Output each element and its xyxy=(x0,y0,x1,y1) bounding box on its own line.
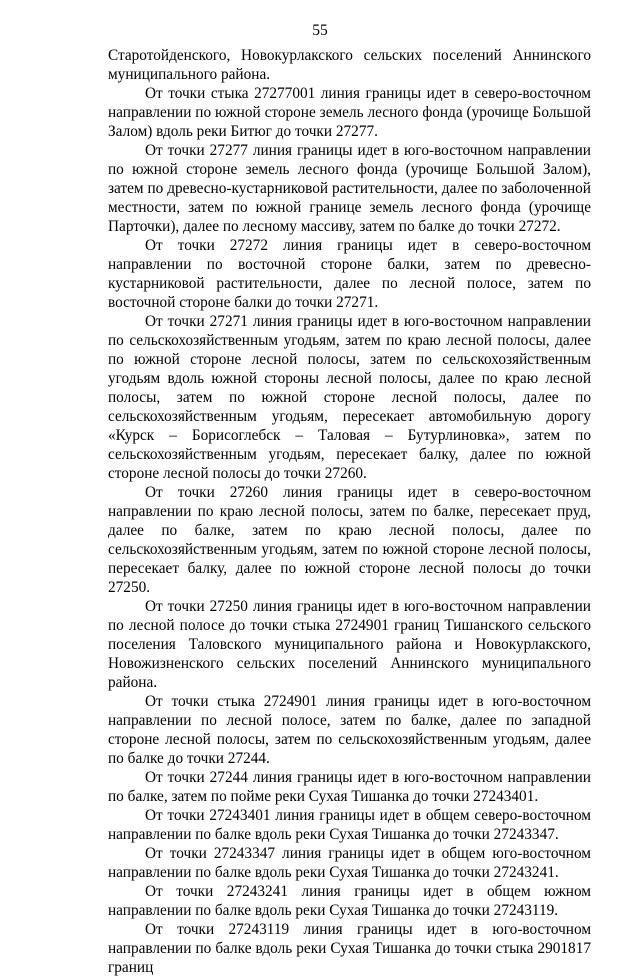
paragraph-point-2724901: От точки стыка 2724901 линия границы идет в юго-восточном направлении по лесной полосе, затем по балке, далее по западной стороне лесной полосы, затем по сельскохозяйственным угодьям, далее по балке до точки 27244. xyxy=(108,693,591,767)
paragraph-point-27260: От точки 27260 линия границы идет в северо-восточном направлении по краю лесной полосы, затем по балке, пересекает пруд, далее по балке, затем по краю лесной полосы, далее по сельскохозяйственным угодьям, затем по южной стороне лесной полосы, пересекает балку, далее по южной стороне лесной полосы до точки 27250. xyxy=(108,484,591,596)
paragraph-point-27243241: От точки 27243241 линия границы идет в общем южном направлении по балке вдоль реки Сухая Тишанка до точки 27243119. xyxy=(108,883,591,919)
page-number: 55 xyxy=(312,22,328,39)
paragraph-point-27277: От точки 27277 линия границы идет в юго-восточном направлении по южной стороне земель лесного фонда (урочище Большой Залом), затем по древесно-кустарниковой растительности, далее по заболоченной местности, затем по южной границе земель лесного фонда (урочище Парточки), далее по лесному массиву, затем по балке до точки 27272. xyxy=(108,142,591,235)
paragraph-point-27250: От точки 27250 линия границы идет в юго-восточном направлении по лесной полосе до точки стыка 2724901 границ Тишанского сельского поселения Таловского муниципального района и Новокурлакского, Новожизненского сельских поселений Аннинского муниципального района. xyxy=(108,598,591,691)
paragraph-point-27277001: От точки стыка 27277001 линия границы идет в северо-восточном направлении по южной стороне земель лесного фонда (урочище Большой Залом) вдоль реки Битюг до точки 27277. xyxy=(108,85,591,140)
paragraph-point-27243401: От точки 27243401 линия границы идет в общем северо-восточном направлении по балке вдоль реки Сухая Тишанка до точки 27243347. xyxy=(108,807,591,843)
document-body xyxy=(108,46,591,977)
paragraph-point-27271: От точки 27271 линия границы идет в юго-восточном направлении по сельскохозяйственным угодьям, затем по краю лесной полосы, далее по южной стороне лесной полосы, затем по сельскохозяйственным угодьям вдоль южной стороны лесной полосы, далее по краю лесной полосы, затем по южной стороне лесной полосы, далее по сельскохозяйственным угодьям, пересекает автомобильную дорогу «Курск – Борисоглебск – Таловая – Бутурлиновка», затем по сельскохозяйственным угодьям, пересекает балку, далее по южной стороне лесной полосы до точки 27260. xyxy=(108,313,591,482)
paragraph-point-27272: От точки 27272 линия границы идет в северо-восточном направлении по восточной стороне балки, затем по древесно-кустарниковой растительности, далее по лесной полосе, затем по восточной стороне балки до точки 27271. xyxy=(108,237,591,311)
paragraph-continuation: Старотойденского, Новокурлакского сельских поселений Аннинского муниципального района. xyxy=(108,47,591,83)
paragraph-point-27243119: От точки 27243119 линия границы идет в юго-восточном направлении по балке вдоль реки Сухая Тишанка до точки стыка 2901817 границ xyxy=(108,921,591,976)
paragraph-point-27243347: От точки 27243347 линия границы идет в общем юго-восточном направлении по балке вдоль реки Сухая Тишанка до точки 27243241. xyxy=(108,845,591,881)
paragraph-point-27244: От точки 27244 линия границы идет в юго-восточном направлении по балке, затем по пойме реки Сухая Тишанка до точки 27243401. xyxy=(108,769,591,805)
